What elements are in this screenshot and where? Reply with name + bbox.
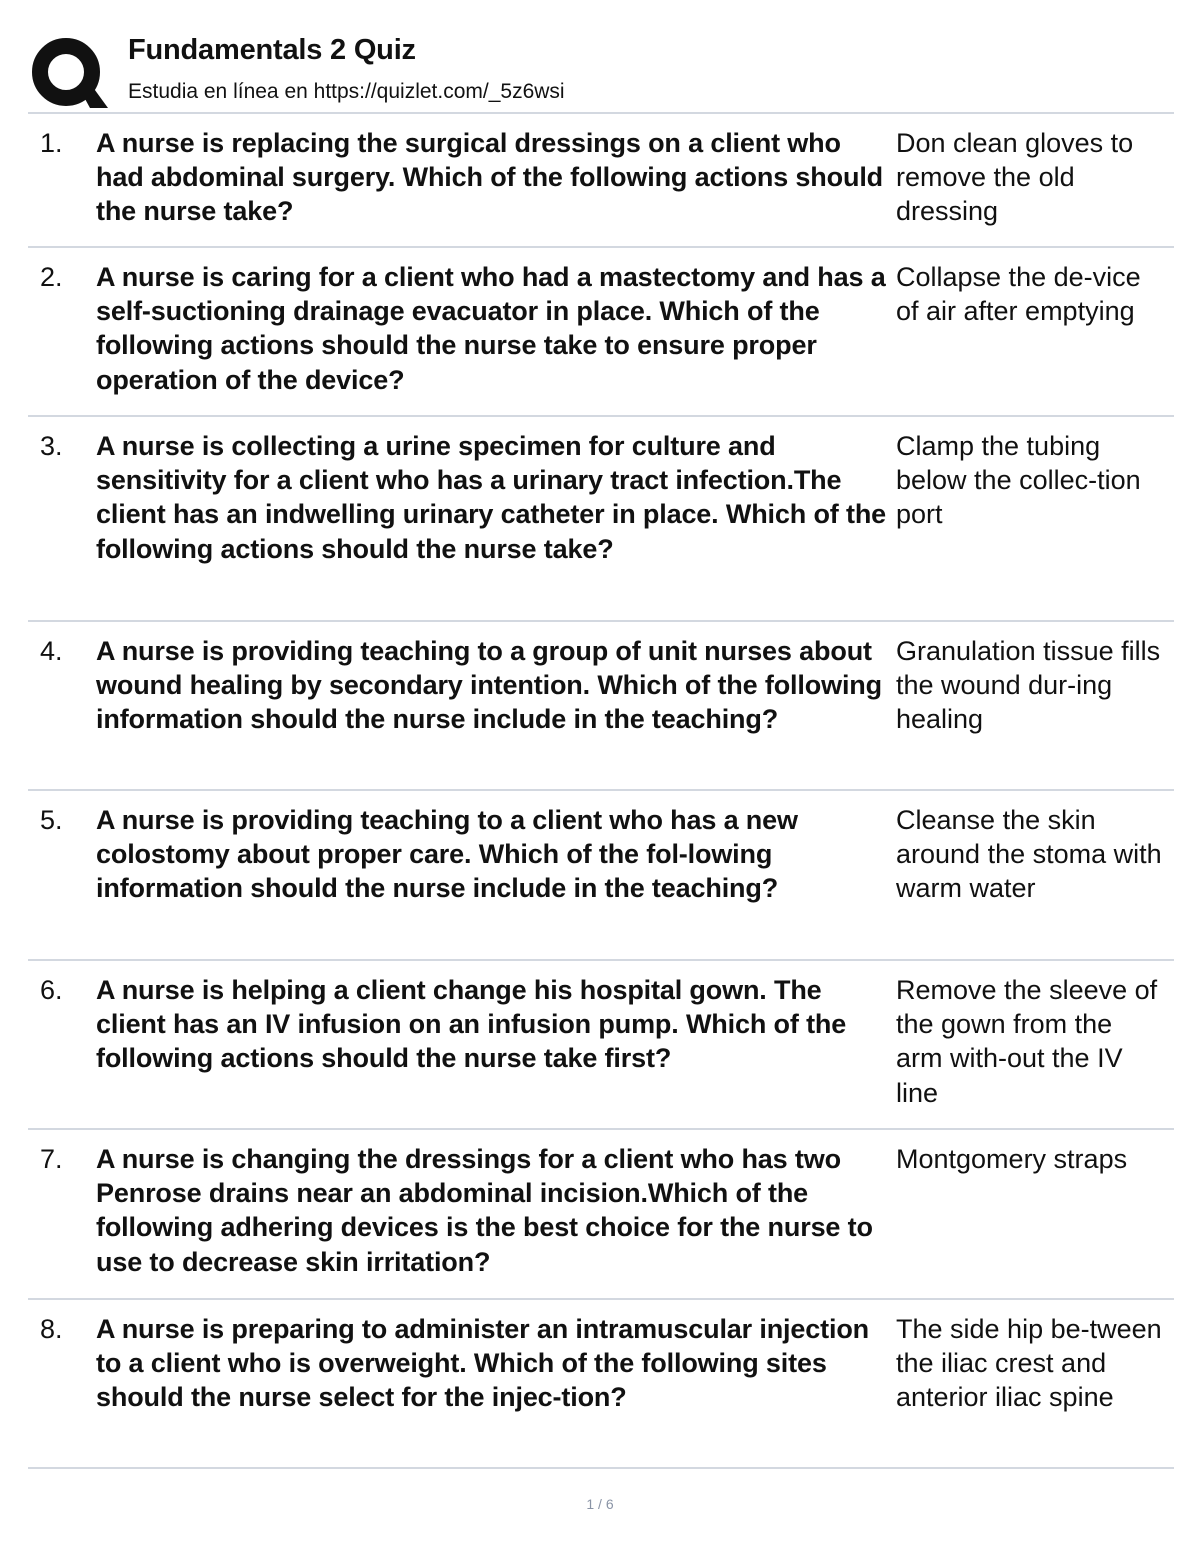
page-indicator: 1 / 6: [586, 1496, 614, 1512]
item-number: 1.: [40, 128, 63, 158]
question-text: A nurse is helping a client change his hospital gown. The client has an IV infusion on an infusion pump. Which of the following actions should the nurse take first?: [96, 975, 847, 1074]
answer-text: Collapse the de-vice of air after emptying: [896, 262, 1141, 327]
question-text: A nurse is collecting a urine specimen for culture and sensitivity for a client who has a urinary tract infection.The client has an indwelling urinary catheter in place. Which of the following actions should the nurse take?: [96, 431, 887, 564]
answer-text: Granulation tissue fills the wound dur-ing healing: [896, 636, 1161, 735]
quiz-item-7: [28, 1130, 1174, 1300]
item-number: 5.: [40, 805, 63, 835]
document-title: Fundamentals 2 Quiz: [128, 34, 416, 66]
quiz-item-5: [28, 791, 1174, 961]
answer-text: Montgomery straps: [896, 1144, 1128, 1174]
quiz-item-3: [28, 417, 1174, 622]
quiz-item-4: [28, 622, 1174, 791]
quiz-item-1: [28, 114, 1174, 248]
question-text: A nurse is providing teaching to a group of unit nurses about wound healing by secondary intention. Which of the following information should the nurse include in the teaching?: [96, 636, 882, 735]
question-text: A nurse is providing teaching to a client who has a new colostomy about proper care. Which of the fol-lowing information should the nurse include in the teaching?: [96, 805, 798, 904]
question-text: A nurse is caring for a client who had a mastectomy and has a self-suctioning drainage evacuator in place. Which of the following actions should the nurse take to ensure proper operation of the device?: [96, 262, 886, 395]
study-online-link-text: Estudia en línea en https://quizlet.com/_5z6wsi: [128, 80, 565, 103]
question-text: A nurse is replacing the surgical dressings on a client who had abdominal surgery. Which of the following actions should the nurse take?: [96, 128, 884, 227]
item-number: 8.: [40, 1314, 63, 1344]
question-text: A nurse is changing the dressings for a client who has two Penrose drains near an abdominal incision.Which of the following adhering devices is the best choice for the nurse to use to decrease skin irritation?: [96, 1144, 873, 1277]
quiz-list: [28, 114, 1174, 1469]
answer-text: Don clean gloves to remove the old dressing: [896, 128, 1134, 227]
answer-text: Cleanse the skin around the stoma with warm water: [896, 805, 1162, 904]
question-text: A nurse is preparing to administer an intramuscular injection to a client who is overweight. Which of the following sites should the nurse select for the injec-tion?: [96, 1314, 870, 1413]
item-number: 6.: [40, 975, 63, 1005]
document-header: [28, 28, 1174, 112]
item-number: 7.: [40, 1144, 63, 1174]
answer-text: Clamp the tubing below the collec-tion port: [896, 431, 1141, 530]
quiz-item-6: [28, 961, 1174, 1130]
quiz-item-2: [28, 248, 1174, 417]
answer-text: The side hip be-tween the iliac crest and anterior iliac spine: [896, 1314, 1162, 1413]
quizlet-logo-icon: [28, 32, 110, 114]
quiz-item-8: [28, 1300, 1174, 1469]
answer-text: Remove the sleeve of the gown from the arm with-out the IV line: [896, 975, 1158, 1108]
item-number: 3.: [40, 431, 63, 461]
item-number: 2.: [40, 262, 63, 292]
item-number: 4.: [40, 636, 63, 666]
